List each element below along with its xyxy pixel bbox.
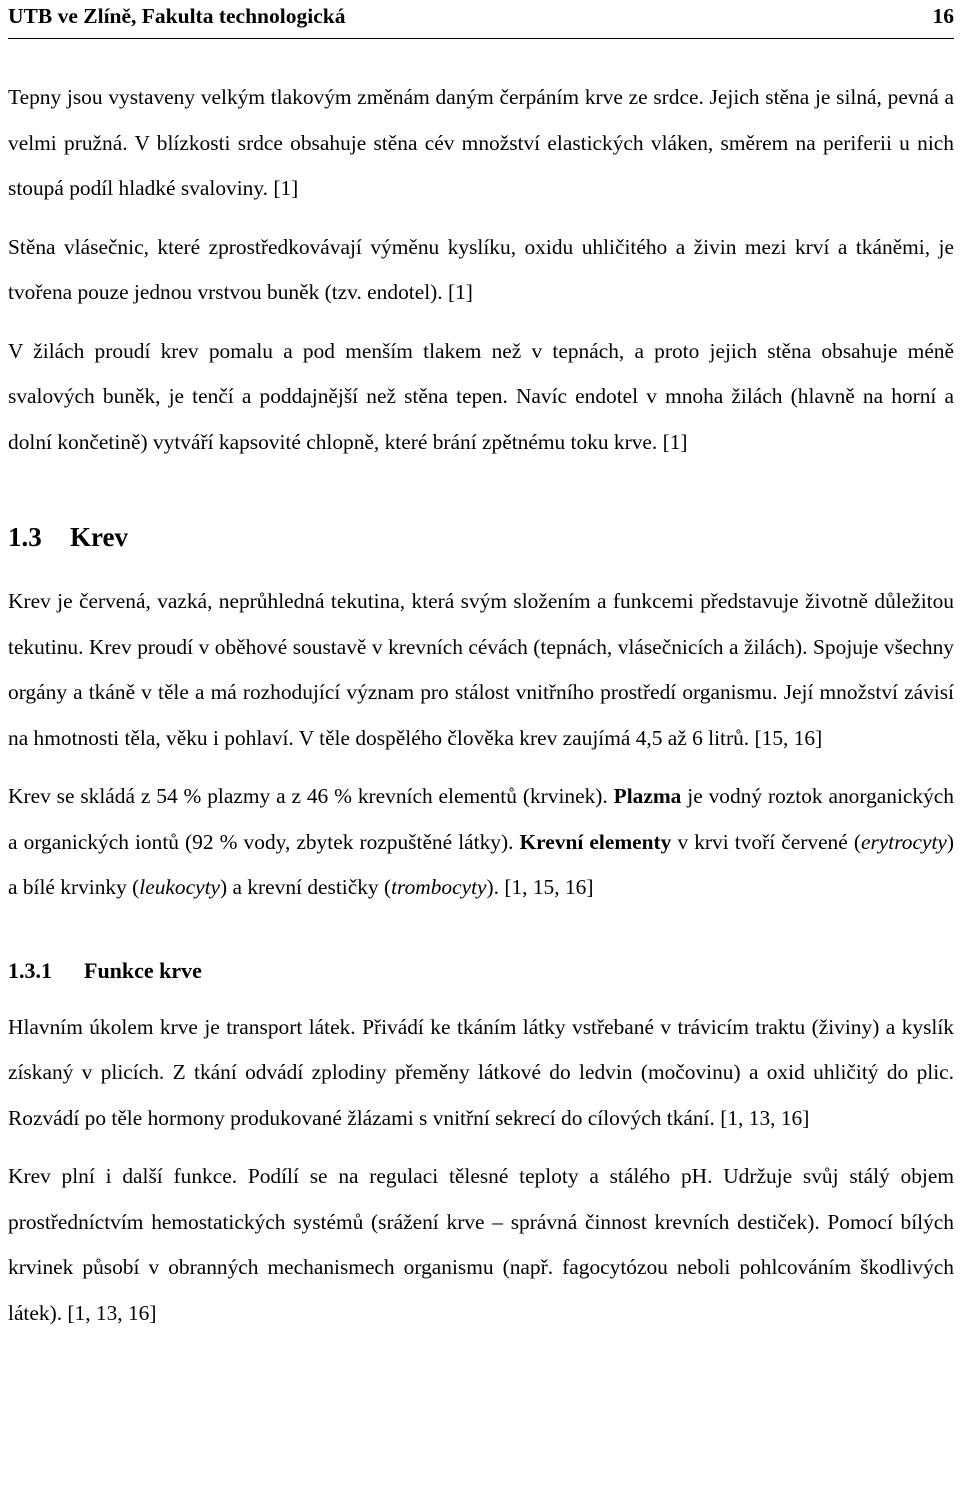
section-heading: [8, 517, 954, 557]
paragraph-blood-functions: Krev plní i další funkce. Podílí se na regulaci tělesné teploty a stálého pH. Udržuje svůj stálý objem prostředníctvím hemostatických systémů (srážení krve – správná činnost krevních destiček). Pomocí bílých krvinek působí v obranných mechanismech organismu (např. fagocytózou neboli pohlcováním škodlivých látek). [1, 13, 16]: [8, 1164, 954, 1325]
paragraph-blood-composition: [8, 774, 954, 911]
text-run: ) a bílé krvinky (: [8, 829, 955, 899]
subsection-number: 1.3.1: [8, 957, 52, 983]
header-title: UTB ve Zlíně, Fakulta technologická: [8, 4, 346, 28]
paragraph-arteries: Tepny jsou vystaveny velkým tlakovým změnám daným čerpáním krve ze srdce. Jejich stěna je silná, pevná a velmi pružná. V blízkosti srdce obsahuje stěna cév množství elastických vláken, směrem na periferii u nich stoupá podíl hladké svaloviny. [1]: [8, 85, 954, 200]
running-header: [8, 0, 954, 39]
section-number: 1.3: [8, 522, 42, 552]
subsection-title: Funkce krve: [84, 957, 202, 983]
paragraph-blood-intro: Krev je červená, vazká, neprůhledná tekutina, která svým složením a funkcemi představuje životně důležitou tekutinu. Krev proudí v oběhové soustavě v krevních cévách (tepnách, vlásečnicích a žilách). Spojuje všechny orgány a tkáně v těle a má rozhodující význam pro stálost vnitřního prostředí organismu. Její množství závisí na hmotnosti těla, věku i pohlaví. V těle dospělého člověka krev zaujímá 4,5 až 6 litrů. [15, 16]: [8, 589, 954, 750]
subsection-heading: [8, 951, 954, 991]
paragraph-capillaries: Stěna vlásečnic, které zprostředkovávají výměnu kyslíku, oxidu uhličitého a živin mezi krví a tkáněmi, je tvořena pouze jednou vrstvou buněk (tzv. endotel). [1]: [8, 234, 954, 304]
text-run: Krev se skládá z 54 % plazmy a z 46 % krevních elementů (krvinek).: [8, 784, 614, 808]
text-run: ) a krevní destičky (: [220, 875, 392, 899]
text-run: je vodný roztok anorganických a organických iontů (92 % vody, zbytek rozpuštěné látky).: [8, 784, 954, 854]
text-run: v krvi tvoří červené (: [671, 829, 861, 854]
page-number: 16: [932, 4, 954, 28]
term-leukocyty: leukocyty: [139, 875, 221, 899]
section-title: Krev: [70, 522, 128, 552]
term-trombocyty: trombocyty: [391, 875, 487, 899]
term-plazma: Plazma: [613, 784, 682, 808]
term-erytrocyty: erytrocyty: [860, 829, 947, 854]
paragraph-veins: V žilách proudí krev pomalu a pod menším tlakem než v tepnách, a proto jejich stěna obsahuje méně svalových buněk, je tenčí a poddajnější než stěna tepen. Navíc endotel v mnoha žilách (hlavně na horní a dolní končetině) vytváří kapsovité chlopně, které brání zpětnému toku krve. [1]: [8, 338, 954, 454]
text-run: ). [1, 15, 16]: [486, 875, 594, 899]
term-krevni-elementy: Krevní elementy: [519, 829, 672, 854]
paragraph-blood-transport: Hlavním úkolem krve je transport látek. Přivádí ke tkáním látky vstřebané v trávicím traktu (živiny) a kyslík získaný v plicích. Z tkání odvádí zplodiny přeměny látkové do ledvin (močovinu) a oxid uhličitý do plic. Rozvádí po těle hormony produkované žlázami s vnitřní sekrecí do cílových tkání. [1, 13, 16]: [8, 1014, 954, 1130]
document-page: [8, 0, 954, 1336]
